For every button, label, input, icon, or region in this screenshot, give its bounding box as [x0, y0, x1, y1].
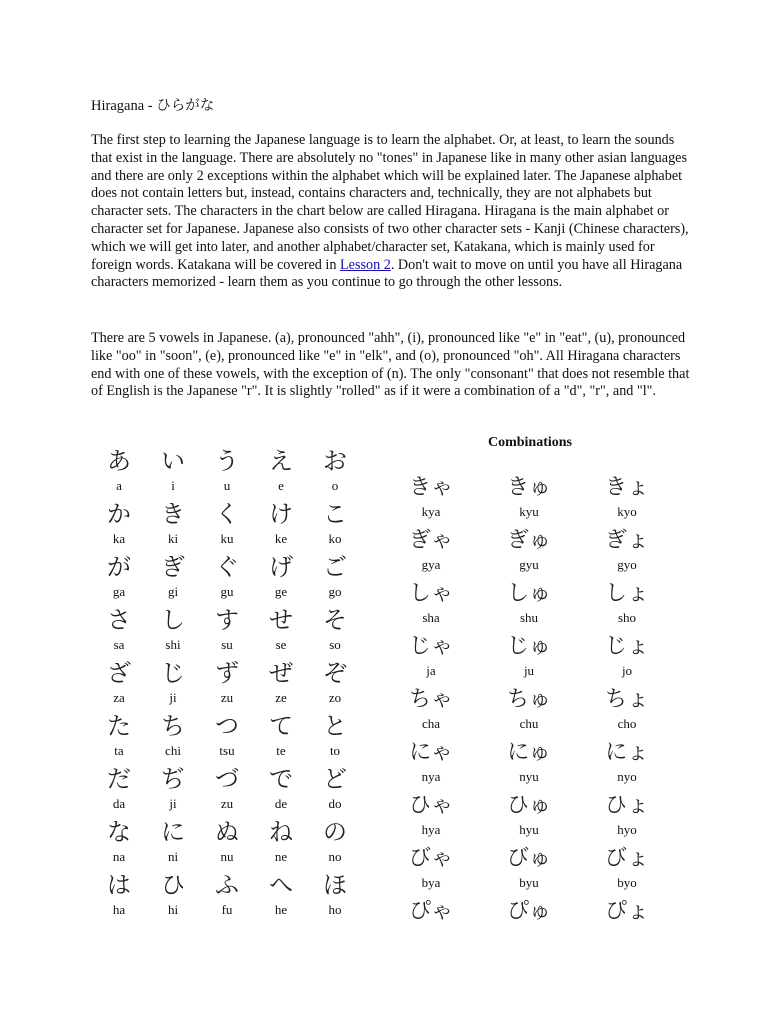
romaji-label: ha: [112, 902, 126, 917]
kana-cell: [92, 817, 146, 865]
combination-cell: [479, 633, 579, 679]
combination-kana: にょ: [605, 740, 649, 765]
combination-cell: [577, 898, 677, 926]
combination-cell: [577, 474, 677, 520]
combination-cell: [577, 580, 677, 626]
kana-row: [92, 764, 362, 817]
kana-cell: [254, 499, 308, 547]
combination-cell: [479, 580, 579, 626]
combination-kana: ひゅ: [506, 793, 551, 818]
combination-romaji: hyo: [617, 822, 637, 837]
combination-cell: [381, 739, 481, 785]
combination-romaji: sha: [422, 610, 440, 625]
kana-character: ね: [269, 818, 293, 846]
kana-cell: [254, 605, 308, 653]
kana-cell: [200, 446, 254, 494]
romaji-label: ne: [274, 849, 288, 864]
kana-character: あ: [107, 447, 131, 475]
kana-cell: [200, 870, 254, 918]
kana-cell: [92, 658, 146, 706]
romaji-label: zo: [328, 690, 342, 705]
kana-character: ぞ: [323, 659, 347, 687]
kana-cell: [200, 499, 254, 547]
kana-character: は: [107, 871, 131, 899]
combination-romaji: cha: [421, 716, 441, 731]
kana-character: ほ: [323, 871, 347, 899]
kana-character: ず: [215, 659, 239, 687]
kana-character: て: [269, 712, 293, 740]
romaji-label: su: [221, 637, 233, 652]
combination-cell: [381, 474, 481, 520]
kana-character: と: [323, 712, 347, 740]
intro-text-before-link: The first step to learning the Japanese language is to learn the alphabet. Or, at least, to learn the sounds that exist in the language. There are absolutely no "tones" in Japanese like in many other asian languages and there are only 2 exceptions within the alphabet which will be explained later. The Japanese alphabet does not contain letters but, instead, contains characters and, technically, they are not alphabets but character sets. The characters in the chart below are called Hiragana. Hiragana is the main alphabet or character set for Japanese. Japanese also consists of two other character sets - Kanji (Chinese characters), which we will get into later, and another alphabet/character set, Katakana, which is mainly used for foreign words. Katakana will be covered in: [91, 132, 689, 273]
kana-cell: [146, 711, 200, 759]
kana-cell: [254, 446, 308, 494]
kana-character: ひ: [161, 871, 185, 899]
romaji-label: a: [116, 478, 122, 493]
kana-cell: [200, 658, 254, 706]
combination-romaji: cho: [617, 716, 637, 731]
kana-character: か: [107, 500, 131, 528]
kana-character: そ: [323, 606, 347, 634]
combination-kana: ぴゃ: [408, 899, 453, 924]
combination-cell: [577, 792, 677, 838]
kana-character: ぬ: [215, 818, 239, 846]
combination-row: [381, 845, 681, 898]
kana-character: へ: [269, 871, 293, 899]
combination-kana: ぴょ: [604, 899, 649, 924]
romaji-label: se: [275, 637, 287, 652]
kana-character: ざ: [107, 659, 131, 687]
romaji-label: u: [223, 478, 231, 493]
combination-romaji: chu: [519, 716, 539, 731]
kana-character: く: [215, 500, 239, 528]
romaji-label: ga: [112, 584, 126, 599]
romaji-label: na: [112, 849, 126, 864]
kana-cell: [254, 552, 308, 600]
romaji-label: gu: [220, 584, 234, 599]
combination-kana: ぎゅ: [506, 528, 551, 553]
romaji-label: shi: [165, 637, 181, 652]
kana-cell: [254, 817, 308, 865]
kana-character: た: [107, 712, 131, 740]
combination-kana: びゃ: [408, 846, 453, 871]
romaji-label: ji: [169, 690, 177, 705]
romaji-label: do: [328, 796, 342, 811]
kana-cell: [308, 711, 362, 759]
kana-character: こ: [323, 500, 347, 528]
combination-romaji: nyu: [519, 769, 539, 784]
combination-cell: [479, 792, 579, 838]
kana-cell: [200, 552, 254, 600]
kana-row: [92, 605, 362, 658]
lesson-2-link[interactable]: Lesson 2: [339, 256, 391, 273]
combination-romaji: nya: [421, 769, 441, 784]
kana-character: き: [161, 500, 185, 528]
kana-cell: [308, 499, 362, 547]
combination-kana: しょ: [604, 581, 649, 606]
romaji-label: he: [274, 902, 288, 917]
kana-character: け: [269, 500, 293, 528]
romaji-label: ka: [112, 531, 126, 546]
kana-character: げ: [269, 553, 293, 581]
combination-romaji: ja: [426, 663, 436, 678]
kana-cell: [308, 446, 362, 494]
combination-cell: [577, 633, 677, 679]
romaji-label: ze: [275, 690, 287, 705]
romaji-label: nu: [220, 849, 234, 864]
combination-kana: ひゃ: [408, 793, 453, 818]
combination-kana: きょ: [604, 475, 649, 500]
combination-kana: ぎょ: [604, 528, 649, 553]
romaji-label: za: [113, 690, 125, 705]
combination-kana: びゅ: [506, 846, 551, 871]
hiragana-chart: [92, 446, 362, 923]
combination-row: [381, 580, 681, 633]
romaji-label: gi: [167, 584, 179, 599]
kana-character: だ: [107, 765, 131, 793]
combination-kana: にゅ: [507, 740, 551, 765]
kana-cell: [146, 446, 200, 494]
kana-row: [92, 870, 362, 923]
romaji-label: te: [276, 743, 286, 758]
romaji-label: e: [278, 478, 284, 493]
combination-kana: ぴゅ: [506, 899, 551, 924]
romaji-label: ko: [328, 531, 342, 546]
kana-character: ぢ: [161, 765, 185, 793]
combination-kana: びょ: [604, 846, 649, 871]
kana-character: え: [269, 447, 293, 475]
romaji-label: hi: [167, 902, 179, 917]
kana-character: な: [107, 818, 131, 846]
kana-cell: [308, 658, 362, 706]
romaji-label: ji: [169, 796, 177, 811]
kana-row: [92, 499, 362, 552]
combination-row: [381, 792, 681, 845]
kana-character: ぎ: [161, 553, 185, 581]
combination-cell: [381, 792, 481, 838]
kana-cell: [254, 711, 308, 759]
kana-cell: [92, 605, 146, 653]
kana-cell: [146, 870, 200, 918]
kana-character: う: [215, 447, 239, 475]
kana-character: つ: [215, 712, 239, 740]
combinations-heading: Combinations: [487, 435, 573, 450]
romaji-label: ni: [167, 849, 179, 864]
kana-row: [92, 552, 362, 605]
kana-cell: [308, 817, 362, 865]
combination-row: [381, 686, 681, 739]
combination-romaji: gya: [421, 557, 441, 572]
combination-kana: しゅ: [506, 581, 551, 606]
romaji-label: zu: [220, 690, 234, 705]
kana-cell: [146, 552, 200, 600]
romaji-label: no: [328, 849, 342, 864]
kana-character: さ: [107, 606, 131, 634]
kana-cell: [146, 817, 200, 865]
romaji-label: ge: [274, 584, 288, 599]
kana-character: す: [215, 606, 239, 634]
combination-romaji: kyo: [617, 504, 637, 519]
combination-cell: [381, 527, 481, 573]
kana-cell: [146, 605, 200, 653]
combination-romaji: bya: [421, 875, 441, 890]
combination-cell: [577, 686, 677, 732]
combination-cell: [479, 527, 579, 573]
combination-kana: ちゅ: [506, 687, 551, 712]
kana-cell: [92, 446, 146, 494]
kana-cell: [200, 764, 254, 812]
kana-row: [92, 446, 362, 499]
combination-cell: [577, 845, 677, 891]
kana-character: せ: [269, 606, 293, 634]
kana-character: い: [161, 447, 185, 475]
kana-cell: [146, 658, 200, 706]
combination-romaji: kya: [421, 504, 441, 519]
romaji-label: zu: [220, 796, 234, 811]
kana-character: お: [323, 447, 347, 475]
combination-kana: ちゃ: [408, 687, 453, 712]
combination-kana: ひょ: [604, 793, 649, 818]
combination-romaji: sho: [617, 610, 637, 625]
kana-cell: [308, 870, 362, 918]
romaji-label: go: [328, 584, 342, 599]
kana-cell: [92, 711, 146, 759]
romaji-label: tsu: [219, 743, 235, 758]
combination-cell: [577, 739, 677, 785]
romaji-label: ki: [167, 531, 179, 546]
combination-kana: にゃ: [409, 740, 453, 765]
kana-cell: [308, 552, 362, 600]
combination-kana: じゅ: [506, 634, 551, 659]
kana-character: ぐ: [215, 553, 239, 581]
intro-paragraph: [91, 132, 691, 292]
kana-character: に: [161, 818, 185, 846]
combination-romaji: shu: [519, 610, 539, 625]
page-title: Hiragana - ひらがな: [91, 98, 215, 114]
combination-cell: [381, 580, 481, 626]
kana-row: [92, 711, 362, 764]
romaji-label: fu: [221, 902, 233, 917]
combination-row: [381, 474, 681, 527]
combination-kana: きゃ: [408, 475, 453, 500]
kana-character: し: [161, 606, 185, 634]
combination-kana: しゃ: [408, 581, 453, 606]
kana-cell: [146, 764, 200, 812]
kana-character: ぜ: [269, 659, 293, 687]
combination-kana: きゅ: [506, 475, 551, 500]
kana-cell: [308, 764, 362, 812]
romaji-label: ta: [114, 743, 124, 758]
combination-row: [381, 898, 681, 951]
combination-romaji: nyo: [617, 769, 637, 784]
combination-cell: [381, 633, 481, 679]
kana-character: ど: [323, 765, 347, 793]
romaji-label: da: [112, 796, 126, 811]
combination-row: [381, 739, 681, 792]
vowels-paragraph: There are 5 vowels in Japanese. (a), pronounced "ahh", (i), pronounced like "e" in "eat", (u), pronounced like "oo" in "soon", (e), pronounced like "e" in "elk", and (o), pronounced "oh". All Hiragana characters end with one of these vowels, with the exception of (n). The only "consonant" that does not resemble that of English is the Japanese "r". It is slightly "rolled" as if it were a combination of a "d", "r", and "l".: [91, 330, 690, 400]
combination-romaji: gyo: [617, 557, 637, 572]
kana-character: ご: [323, 553, 347, 581]
kana-character: で: [269, 765, 293, 793]
combination-cell: [381, 898, 481, 926]
kana-row: [92, 817, 362, 870]
combination-kana: じょ: [604, 634, 649, 659]
combination-cell: [381, 686, 481, 732]
combination-row: [381, 633, 681, 686]
kana-cell: [92, 552, 146, 600]
combination-romaji: kyu: [519, 504, 539, 519]
combination-cell: [479, 845, 579, 891]
combination-cell: [479, 898, 579, 926]
romaji-label: de: [274, 796, 288, 811]
romaji-label: to: [329, 743, 341, 758]
kana-cell: [146, 499, 200, 547]
combination-romaji: hyu: [519, 822, 539, 837]
combination-kana: ちょ: [604, 687, 649, 712]
combination-cell: [479, 739, 579, 785]
kana-cell: [254, 764, 308, 812]
kana-cell: [254, 870, 308, 918]
kana-cell: [92, 764, 146, 812]
intro-text-after-link: . Don't wait to move on until you have all Hiragana characters memorized - learn them as you continue to go through the other lessons.: [91, 256, 683, 291]
combination-kana: じゃ: [408, 634, 453, 659]
kana-cell: [254, 658, 308, 706]
kana-character: じ: [161, 659, 185, 687]
kana-character: ふ: [215, 871, 239, 899]
romaji-label: o: [331, 478, 339, 493]
romaji-label: ke: [274, 531, 288, 546]
kana-cell: [200, 605, 254, 653]
kana-cell: [308, 605, 362, 653]
romaji-label: so: [329, 637, 341, 652]
kana-cell: [200, 711, 254, 759]
combination-romaji: byu: [519, 875, 539, 890]
romaji-label: chi: [165, 743, 181, 758]
kana-row: [92, 658, 362, 711]
combination-cell: [577, 527, 677, 573]
combination-romaji: hya: [421, 822, 441, 837]
kana-character: の: [323, 818, 347, 846]
kana-cell: [92, 870, 146, 918]
romaji-label: i: [171, 478, 175, 493]
combination-romaji: byo: [617, 875, 637, 890]
kana-character: づ: [215, 765, 239, 793]
combination-romaji: gyu: [519, 557, 539, 572]
combination-cell: [381, 845, 481, 891]
kana-character: ち: [161, 712, 185, 740]
kana-cell: [200, 817, 254, 865]
combination-cell: [479, 686, 579, 732]
combinations-chart: [381, 474, 681, 951]
combination-kana: ぎゃ: [408, 528, 453, 553]
romaji-label: ku: [220, 531, 234, 546]
combination-romaji: ju: [523, 663, 535, 678]
combination-romaji: jo: [621, 663, 633, 678]
romaji-label: ho: [328, 902, 342, 917]
romaji-label: sa: [113, 637, 125, 652]
combination-cell: [479, 474, 579, 520]
kana-character: が: [107, 553, 131, 581]
combination-row: [381, 527, 681, 580]
kana-cell: [92, 499, 146, 547]
